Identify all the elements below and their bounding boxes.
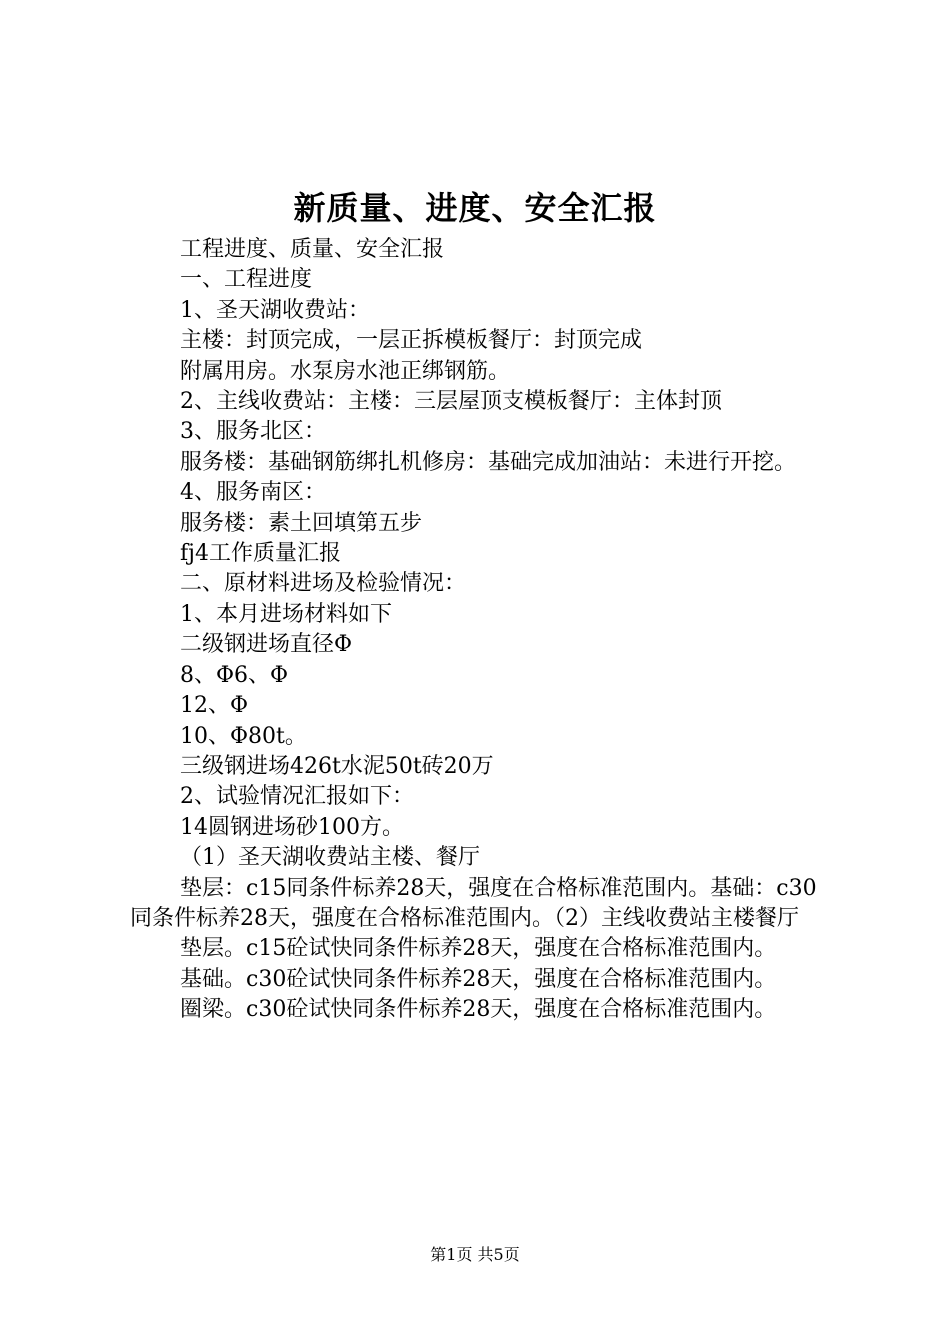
page-footer: 第1页 共5页	[430, 1245, 520, 1264]
paragraph: 圈梁。c30砼试快同条件标养28天，强度在合格标准范围内。	[180, 997, 777, 1023]
paragraph: fj4工作质量汇报	[180, 541, 341, 567]
paragraph: 垫层。c15砼试快同条件标养28天，强度在合格标准范围内。	[180, 936, 777, 962]
paragraph: 服务楼：基础钢筋绑扎机修房：基础完成加油站：未进行开挖。	[180, 449, 797, 475]
paragraph: 二级钢进场直径Φ	[180, 632, 353, 658]
paragraph: 工程进度、质量、安全汇报	[180, 237, 445, 262]
paragraph: 基础。c30砼试快同条件标养28天，强度在合格标准范围内。	[180, 966, 777, 992]
paragraph: 3、服务北区：	[180, 419, 326, 445]
paragraph: 2、主线收费站：主楼：三层屋顶支模板餐厅：主体封顶	[180, 389, 722, 415]
paragraph: 垫层：c15同条件标养28天，强度在合格标准范围内。基础：c30同条件标养28天，强度在合格标准范围内。（2）主线收费站主楼餐厅	[130, 875, 817, 931]
paragraph: 主楼：封顶完成，一层正拆模板餐厅：封顶完成	[180, 328, 643, 354]
paragraph: 1、本月进场材料如下	[180, 601, 392, 627]
paragraph: 服务楼：素土回填第五步	[180, 510, 423, 536]
paragraph: （1）圣天湖收费站主楼、餐厅	[180, 845, 480, 871]
paragraph: 4、服务南区：	[180, 480, 326, 506]
paragraph: 二、原材料进场及检验情况：	[180, 571, 467, 597]
paragraph: 附属用房。水泵房水池正绑钢筋。	[180, 358, 511, 384]
document-title: 新质量、进度、安全汇报	[293, 189, 657, 227]
paragraph: 1、圣天湖收费站：	[180, 297, 370, 323]
paragraph: 2、试验情况汇报如下：	[180, 784, 414, 810]
paragraph: 三级钢进场426t水泥50t砖20万	[180, 753, 494, 779]
paragraph: 一、工程进度	[180, 267, 313, 293]
paragraph: 8、Φ6、Φ	[180, 662, 289, 688]
paragraph: 10、Φ80t。	[180, 723, 307, 749]
document-body	[130, 235, 830, 1026]
paragraph: 14圆钢进场砂100方。	[180, 814, 404, 840]
paragraph: 12、Φ	[180, 693, 249, 719]
